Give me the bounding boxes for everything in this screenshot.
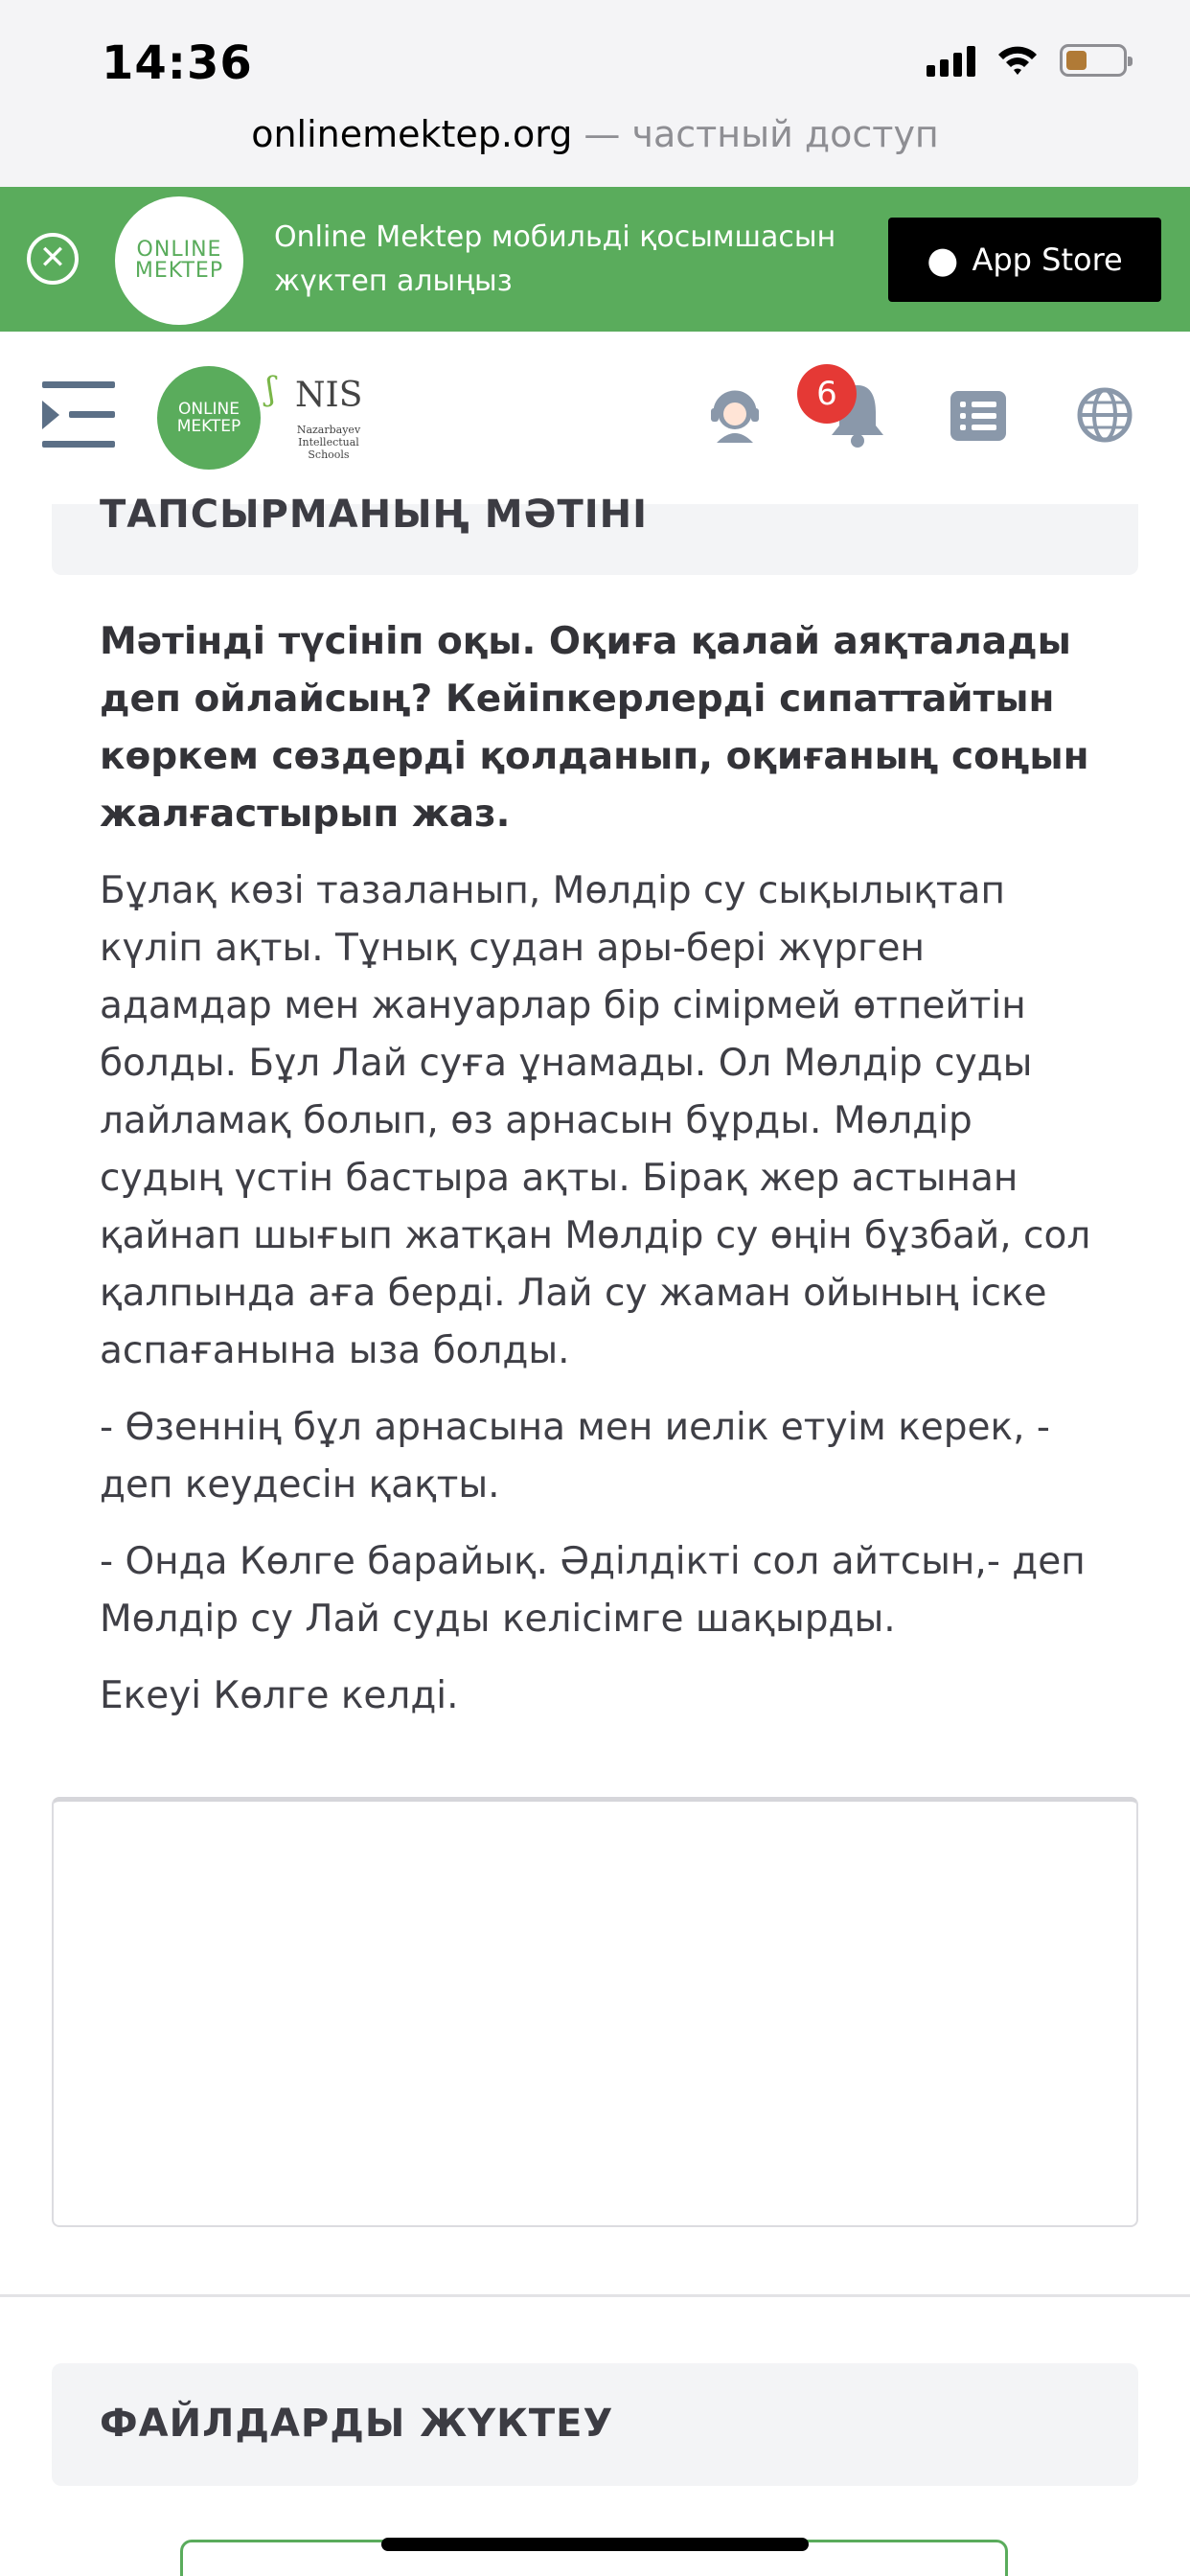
menu-icon[interactable]: [42, 381, 115, 448]
notification-badge: 6: [797, 364, 857, 424]
list-icon[interactable]: [950, 391, 1006, 441]
app-download-banner: [0, 187, 1190, 332]
nis-title: NIS: [295, 376, 363, 415]
task-header: ТАПСЫРМАНЫҢ МӘТІНІ: [100, 493, 648, 537]
close-icon[interactable]: ✕: [27, 233, 79, 285]
home-indicator: [381, 2538, 809, 2551]
online-mektep-logo[interactable]: [157, 366, 261, 470]
file-upload-title: ФАЙЛДАРДЫ ЖҮКТЕУ: [100, 2402, 614, 2446]
answer-textarea[interactable]: [52, 1797, 1138, 2227]
url-note: — частный доступ: [572, 113, 939, 155]
task-paragraph: - Онда Көлге барайық. Әділдікті сол айтсын,- деп Мөлдір су Лай суды келісімге шақырды.: [100, 1540, 1086, 1641]
status-bar: [0, 0, 1190, 187]
signal-icon: [927, 44, 975, 77]
nis-leaf-icon: ʃ: [266, 370, 276, 408]
task-instruction: Мәтінді түсініп оқы. Оқиға қалай аяқталады деп ойлайсың? Кейіпкерлерді сипаттайтын көркем сөздерді қолданып, оқиғаның соңын жалғастырып жаз.: [100, 620, 1089, 836]
task-header-card: [52, 493, 1138, 575]
banner-logo-line1: ONLINE: [136, 238, 222, 262]
url-bar[interactable]: [0, 113, 1190, 155]
battery-icon: [1060, 44, 1127, 77]
wifi-icon: [996, 44, 1039, 77]
support-icon[interactable]: [707, 385, 763, 443]
site-header: [0, 332, 1190, 504]
file-upload-card: [52, 2363, 1138, 2486]
task-text: [100, 613, 1096, 1725]
app-store-button[interactable]: [888, 218, 1161, 302]
nis-subtitle: Nazarbayev Intellectual Schools: [296, 424, 361, 461]
section-divider: [0, 2294, 1190, 2297]
nav-logo-line2: MEKTEP: [176, 417, 241, 436]
task-paragraph: Бұлақ көзі тазаланып, Мөлдір су сықылықтап күліп ақты. Тұнық судан ары-бері жүрген адамдар мен жануарлар бір сімірмей өтпейтін болды. Бұл Лай суға ұнамады. Ол Мөлдір суды лайламақ болып, өз арнасын бұрды. Мөлдір судың үстін бастыра ақты. Бірақ жер астынан қайнап шығып жатқан Мөлдір су өңін бұзбай, сол қалпында аға берді. Лай су жаман ойының іске аспағанына ыза болды.: [100, 869, 1091, 1372]
banner-logo-line2: MEKTEP: [134, 259, 224, 283]
banner-text: Online Mektep мобильді қосымшасын жүктеп алыңыз: [274, 220, 836, 298]
apple-icon: ●: [927, 239, 959, 281]
nis-logo: [266, 370, 362, 466]
status-time: 14:36: [102, 36, 253, 90]
globe-icon[interactable]: [1077, 387, 1133, 443]
app-store-label: App Store: [972, 242, 1123, 278]
task-paragraph: - Өзеннің бұл арнасына мен иелік етуім керек, - деп кеудесін қақты.: [100, 1406, 1050, 1506]
url-host: onlinemektep.org: [251, 113, 573, 155]
system-icons: [927, 44, 1127, 77]
online-mektep-logo: [115, 196, 243, 325]
task-paragraph: Екеуі Көлге келді.: [100, 1674, 459, 1717]
nav-logo-line1: ONLINE: [177, 400, 240, 419]
